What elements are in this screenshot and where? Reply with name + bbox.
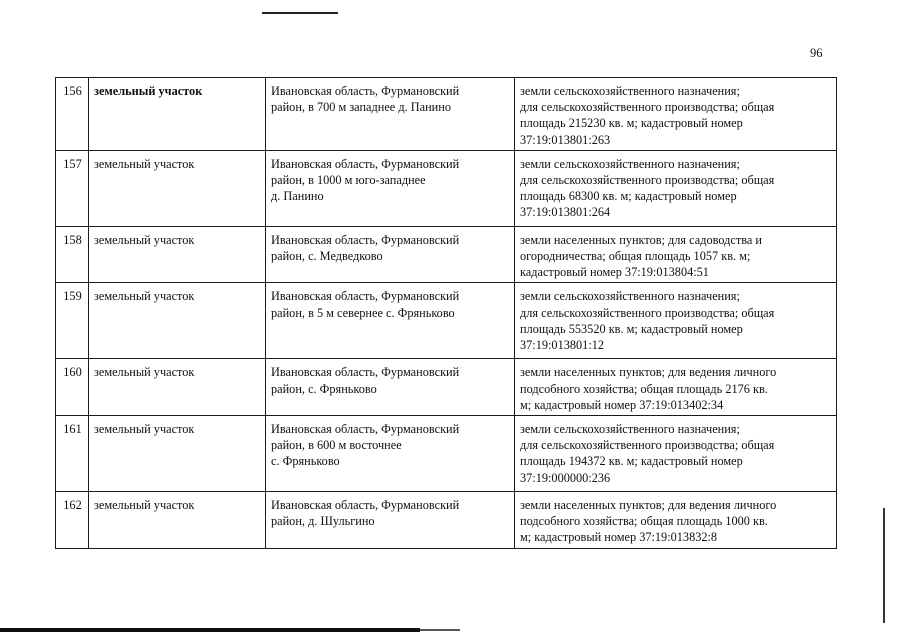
- location-line: район, в 600 м восточнее: [271, 438, 402, 453]
- location-line: район, д. Шульгино: [271, 514, 375, 529]
- object-type: земельный участок: [89, 492, 266, 549]
- row-number: 157: [56, 150, 89, 226]
- description-line: 37:19:013801:264: [520, 205, 611, 220]
- margin-mark: [883, 508, 885, 623]
- page-number: 96: [810, 46, 823, 60]
- object-description: [515, 226, 837, 283]
- table-row: [56, 226, 837, 283]
- description-line: земли населенных пунктов; для ведения личного: [520, 365, 777, 380]
- location-line: район, в 700 м западнее д. Панино: [271, 100, 451, 115]
- location-line: Ивановская область, Фурмановский: [271, 156, 460, 171]
- object-location: [266, 78, 515, 151]
- object-location: [266, 416, 515, 492]
- description-line: м; кадастровый номер 37:19:013402:34: [520, 397, 724, 412]
- row-number: 160: [56, 359, 89, 416]
- object-description: [515, 492, 837, 549]
- location-line: район, в 1000 м юго-западнее: [271, 173, 426, 188]
- description-line: земли населенных пунктов; для садоводства и: [520, 232, 762, 247]
- table-row: [56, 78, 837, 151]
- description-line: площадь 68300 кв. м; кадастровый номер: [520, 189, 737, 204]
- row-number: 159: [56, 283, 89, 359]
- object-location: [266, 226, 515, 283]
- description-line: подсобного хозяйства; общая площадь 1000 кв.: [520, 514, 768, 529]
- location-line: Ивановская область, Фурмановский: [271, 498, 460, 513]
- object-type: земельный участок: [89, 150, 266, 226]
- description-line: земли населенных пунктов; для ведения личного: [520, 498, 777, 513]
- location-line: район, с. Медведково: [271, 249, 383, 264]
- location-line: район, с. Фряньково: [271, 381, 377, 396]
- description-line: земли сельскохозяйственного назначения;: [520, 289, 740, 304]
- description-line: огородничества; общая площадь 1057 кв. м;: [520, 249, 751, 264]
- top-rule: [262, 12, 338, 14]
- table-row: [56, 283, 837, 359]
- object-location: [266, 283, 515, 359]
- table-body: [56, 78, 837, 549]
- description-line: 37:19:013801:263: [520, 132, 611, 147]
- description-line: кадастровый номер 37:19:013804:51: [520, 265, 709, 280]
- table-row: [56, 492, 837, 549]
- description-line: земли сельскохозяйственного назначения;: [520, 422, 740, 437]
- description-line: 37:19:013801:12: [520, 338, 605, 353]
- object-description: [515, 283, 837, 359]
- description-line: для сельскохозяйственного производства; общая: [520, 100, 775, 115]
- row-number: 162: [56, 492, 89, 549]
- object-type: земельный участок: [89, 359, 266, 416]
- bottom-edge-bar-thin: [420, 629, 460, 631]
- location-line: Ивановская область, Фурмановский: [271, 232, 460, 247]
- description-line: для сельскохозяйственного производства; общая: [520, 438, 775, 453]
- description-line: площадь 215230 кв. м; кадастровый номер: [520, 116, 743, 131]
- object-type: земельный участок: [89, 78, 266, 151]
- description-line: площадь 194372 кв. м; кадастровый номер: [520, 454, 743, 469]
- object-location: [266, 150, 515, 226]
- table-row: [56, 150, 837, 226]
- description-line: для сельскохозяйственного производства; общая: [520, 173, 775, 188]
- location-line: д. Панино: [271, 189, 324, 204]
- location-line: район, в 5 м севернее с. Фряньково: [271, 305, 455, 320]
- object-description: [515, 78, 837, 151]
- row-number: 158: [56, 226, 89, 283]
- description-line: площадь 553520 кв. м; кадастровый номер: [520, 321, 743, 336]
- location-line: Ивановская область, Фурмановский: [271, 84, 460, 98]
- description-line: земли сельскохозяйственного назначения;: [520, 84, 740, 98]
- row-number: 161: [56, 416, 89, 492]
- object-type: земельный участок: [89, 416, 266, 492]
- description-line: подсобного хозяйства; общая площадь 2176 кв.: [520, 381, 768, 396]
- row-number: 156: [56, 78, 89, 151]
- bottom-edge-bar: [0, 628, 420, 632]
- description-line: 37:19:000000:236: [520, 470, 611, 485]
- object-description: [515, 359, 837, 416]
- location-line: Ивановская область, Фурмановский: [271, 422, 460, 437]
- object-location: [266, 492, 515, 549]
- description-line: для сельскохозяйственного производства; общая: [520, 305, 775, 320]
- object-description: [515, 150, 837, 226]
- location-line: с. Фряньково: [271, 454, 340, 469]
- description-line: земли сельскохозяйственного назначения;: [520, 156, 740, 171]
- table-row: [56, 416, 837, 492]
- table-row: [56, 359, 837, 416]
- property-table: [55, 77, 837, 549]
- object-description: [515, 416, 837, 492]
- description-line: м; кадастровый номер 37:19:013832:8: [520, 530, 718, 545]
- location-line: Ивановская область, Фурмановский: [271, 289, 460, 304]
- object-location: [266, 359, 515, 416]
- object-type: земельный участок: [89, 226, 266, 283]
- location-line: Ивановская область, Фурмановский: [271, 365, 460, 380]
- object-type: земельный участок: [89, 283, 266, 359]
